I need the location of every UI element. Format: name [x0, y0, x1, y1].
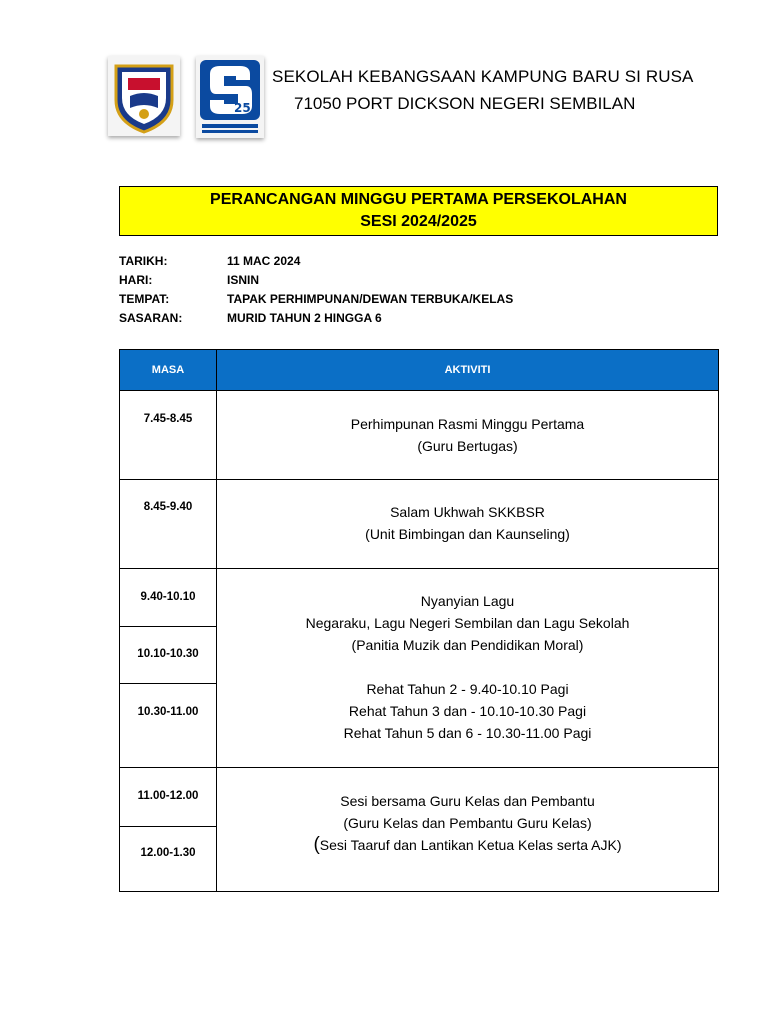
info-value: MURID TAHUN 2 HINGGA 6: [227, 311, 382, 325]
schedule-table: [119, 349, 719, 892]
header-aktiviti: AKTIVITI: [444, 364, 491, 376]
row-divider: [120, 568, 718, 569]
activity-line: Nyanyian Lagu: [420, 593, 515, 609]
activity-line: (Guru Kelas dan Pembantu Guru Kelas): [343, 815, 592, 831]
open-paren: (: [313, 834, 320, 855]
row-divider: [120, 826, 216, 827]
school-crest-logo: [108, 56, 180, 136]
activity-line: (Guru Bertugas): [417, 438, 518, 454]
title-line-1: PERANCANGAN MINGGU PERTAMA PERSEKOLAHAN: [210, 191, 627, 208]
info-label: SASARAN:: [119, 311, 183, 325]
time-cell: 10.30-11.00: [137, 706, 199, 718]
header-masa: MASA: [151, 364, 185, 376]
activity-line: (Unit Bimbingan dan Kaunseling): [365, 526, 570, 542]
activity-cell: [217, 590, 718, 744]
25-years-logo: [196, 56, 264, 138]
time-cell: 11.00-12.00: [137, 790, 199, 802]
title-box: [119, 186, 718, 236]
svg-text:25: 25: [234, 101, 251, 115]
activity-line: Negaraku, Lagu Negeri Sembilan dan Lagu Sekolah: [305, 615, 630, 631]
info-label: HARI:: [119, 273, 153, 287]
activity-line: Rehat Tahun 5 dan 6 - 10.30-11.00 Pagi: [343, 725, 592, 741]
info-label: TARIKH:: [119, 254, 168, 268]
row-divider: [120, 626, 216, 627]
info-value: 11 MAC 2024: [227, 254, 301, 268]
activity-line: Sesi bersama Guru Kelas dan Pembantu: [340, 793, 595, 809]
activity-line: Salam Ukhwah SKKBSR: [390, 504, 545, 520]
activity-cell: [217, 413, 718, 457]
row-divider: [120, 683, 216, 684]
row-divider: [120, 479, 718, 480]
info-row-tempat: [119, 290, 513, 309]
time-cell: 12.00-1.30: [140, 847, 196, 859]
info-block: [119, 252, 513, 328]
time-cell: 10.10-10.30: [137, 648, 199, 660]
activity-line: (Panitia Muzik dan Pendidikan Moral): [351, 637, 584, 653]
info-value: TAPAK PERHIMPUNAN/DEWAN TERBUKA/KELAS: [227, 292, 514, 306]
time-cell: 8.45-9.40: [143, 501, 193, 513]
info-row-hari: [119, 271, 513, 290]
info-label: TEMPAT:: [119, 292, 170, 306]
school-address: 71050 PORT DICKSON NEGERI SEMBILAN: [294, 94, 636, 113]
activity-cell: [217, 501, 718, 545]
school-name: SEKOLAH KEBANGSAAN KAMPUNG BARU SI RUSA: [272, 67, 694, 86]
activity-line: Perhimpunan Rasmi Minggu Pertama: [350, 416, 585, 432]
time-cell: 9.40-10.10: [140, 591, 196, 603]
activity-line: [217, 834, 718, 856]
info-row-tarikh: [119, 252, 513, 271]
activity-line: Rehat Tahun 2 - 9.40-10.10 Pagi: [366, 681, 569, 697]
spacer: [217, 656, 718, 678]
info-value: ISNIN: [227, 273, 260, 287]
row-divider: [120, 390, 718, 391]
title-line-2: SESI 2024/2025: [360, 213, 477, 230]
activity-text: Sesi Taaruf dan Lantikan Ketua Kelas serta AJK): [319, 837, 622, 853]
info-row-sasaran: [119, 309, 513, 328]
table-header: [120, 350, 718, 390]
activity-line: Rehat Tahun 3 dan - 10.10-10.30 Pagi: [348, 703, 587, 719]
time-cell: 7.45-8.45: [143, 413, 193, 425]
activity-cell: [217, 790, 718, 856]
row-divider: [120, 767, 718, 768]
